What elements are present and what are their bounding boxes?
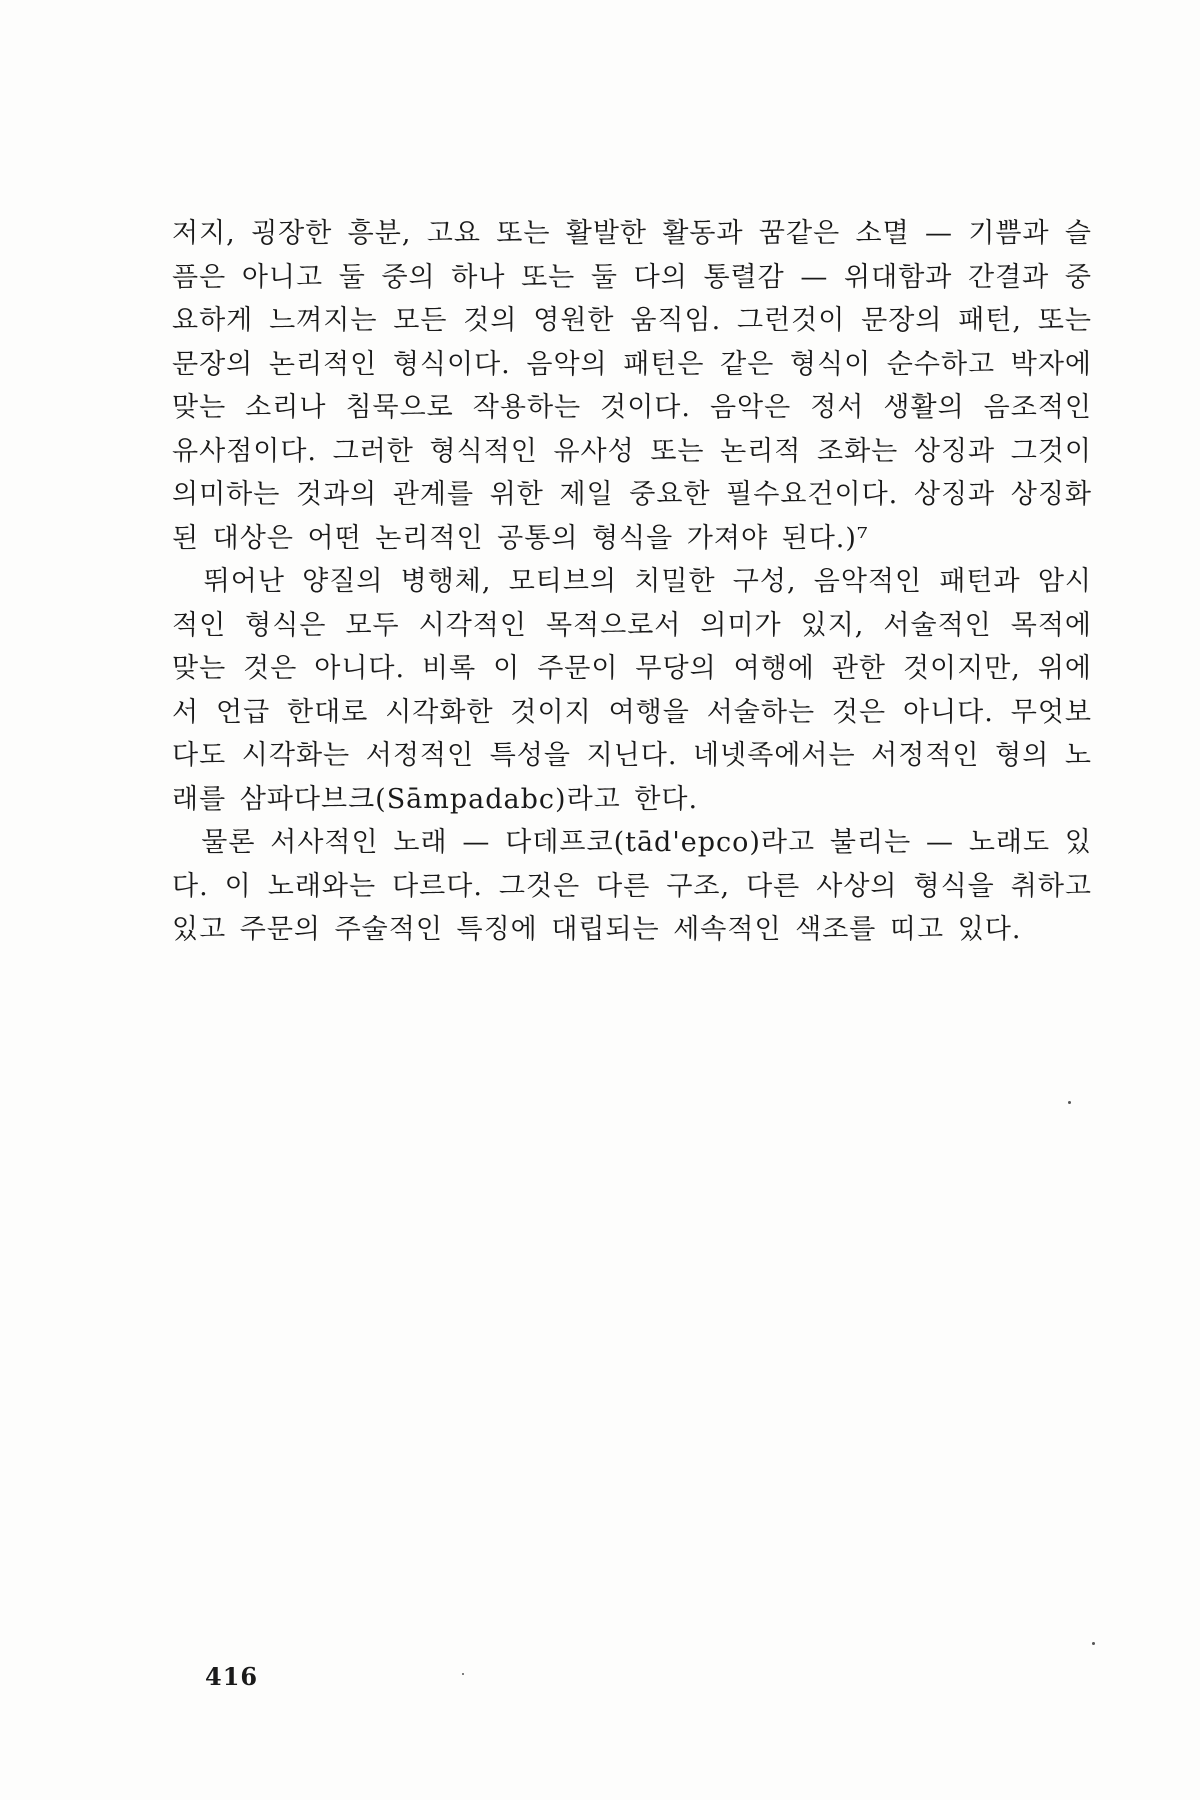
- text-line: 래를 삼파다브크(Sāmpadabc)라고 한다.: [172, 783, 699, 815]
- body-text: [172, 212, 1092, 952]
- text-line: 다. 이 노래와는 다르다. 그것은 다른 구조, 다른 사상의 형식을 취하고: [172, 870, 1092, 902]
- text-line: 있고 주문의 주술적인 특징에 대립되는 세속적인 색조를 띠고 있다.: [172, 914, 1022, 945]
- text-line: 픔은 아니고 둘 중의 하나 또는 둘 다의 통렬감 — 위대함과 간결과 중: [172, 261, 1092, 293]
- text-line: 문장의 논리적인 형식이다. 음악의 패턴은 같은 형식이 순수하고 박자에: [172, 348, 1092, 380]
- text-line: 뛰어난 양질의 병행체, 모티브의 치밀한 구성, 음악적인 패턴과 암시: [172, 566, 1092, 597]
- text-line: 유사점이다. 그러한 형식적인 유사성 또는 논리적 조화는 상징과 그것이: [172, 435, 1092, 467]
- text-line: 서 언급 한대로 시각화한 것이지 여행을 서술하는 것은 아니다. 무엇보: [172, 696, 1092, 728]
- text-line: 된 대상은 어떤 논리적인 공통의 형식을 가져야 된다.)⁷: [172, 522, 869, 554]
- text-line: 저지, 굉장한 흥분, 고요 또는 활발한 활동과 꿈같은 소멸 — 기쁨과 슬: [172, 218, 1092, 249]
- text-line: 다도 시각화는 서정적인 특성을 지닌다. 네넷족에서는 서정적인 형의 노: [172, 740, 1092, 771]
- text-line: 요하게 느껴지는 모든 것의 영원한 움직임. 그런것이 문장의 패턴, 또는: [172, 305, 1092, 336]
- text-line: 물론 서사적인 노래 — 다데프코(tād'epco)라고 불리는 — 노래도 있: [172, 827, 1092, 858]
- text-line: 적인 형식은 모두 시각적인 목적으로서 의미가 있지, 서술적인 목적에: [172, 609, 1092, 641]
- dust-speck: [1068, 1101, 1071, 1104]
- dust-speck: [462, 1673, 464, 1675]
- text-line: 의미하는 것과의 관계를 위한 제일 중요한 필수요건이다. 상징과 상징화: [172, 479, 1092, 510]
- text-line: 맞는 것은 아니다. 비록 이 주문이 무당의 여행에 관한 것이지만, 위에: [172, 653, 1092, 684]
- text-line: 맞는 소리나 침묵으로 작용하는 것이다. 음악은 정서 생활의 음조적인: [172, 392, 1092, 423]
- page-number: 416: [205, 1662, 259, 1691]
- dust-speck: [1092, 1642, 1095, 1645]
